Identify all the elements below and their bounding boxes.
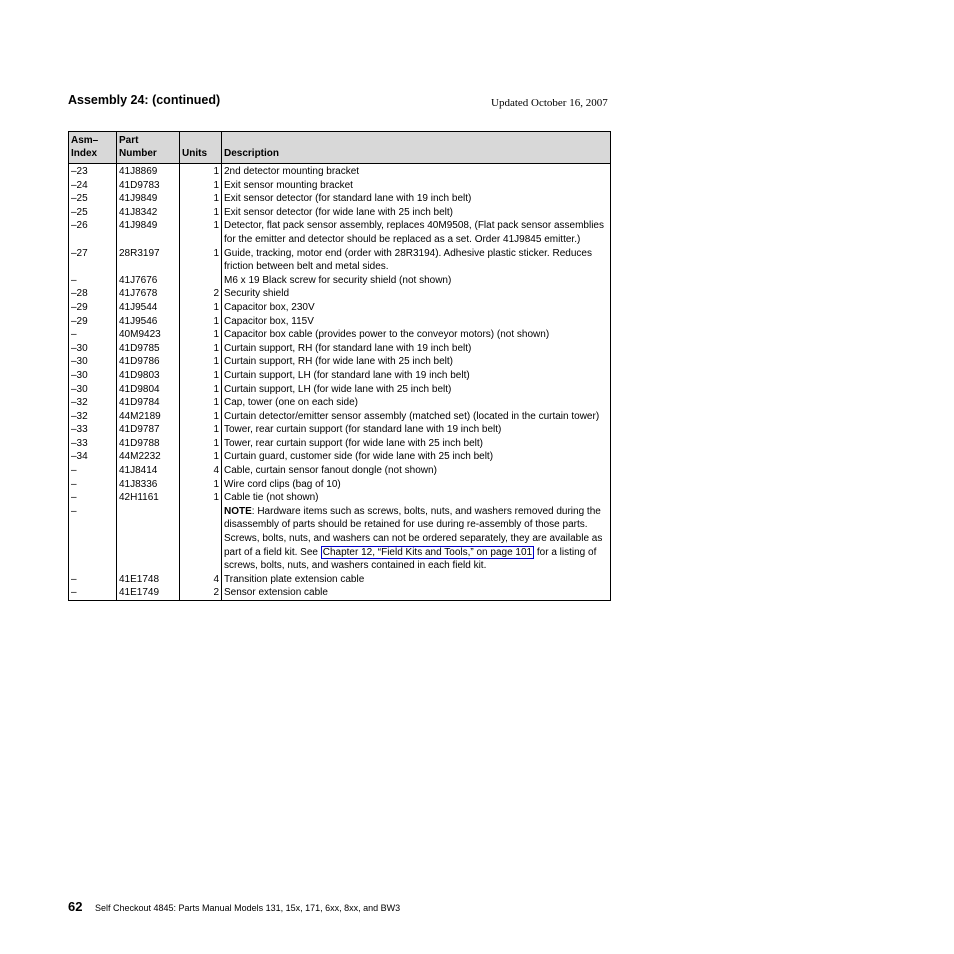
description-cell: Sensor extension cable [222,586,611,600]
asm-index-cell: –32 [69,410,117,424]
units-cell: 1 [180,179,222,193]
units-cell: 4 [180,573,222,587]
note-text-continued: for a listing of screws, bolts, nuts, and washers contained in each field kit. [224,546,597,572]
table-row [69,396,611,410]
table-row [69,274,611,288]
units-cell [180,274,222,288]
asm-index-cell: –30 [69,369,117,383]
table-row [69,586,611,600]
asm-index-cell: –25 [69,206,117,220]
updated-date: Updated October 16, 2007 [491,97,608,109]
note-label: NOTE [224,505,252,517]
asm-index-cell: – [69,573,117,587]
part-number-cell: 41J7676 [117,274,180,288]
units-cell: 2 [180,287,222,301]
section-heading: Assembly 24: (continued) [68,93,221,107]
units-cell: 1 [180,369,222,383]
description-cell: M6 x 19 Black screw for security shield (not shown) [222,274,611,288]
col-asm-index: Asm– Index [69,132,117,164]
description-cell: 2nd detector mounting bracket [222,164,611,179]
units-cell: 1 [180,328,222,342]
table-row [69,383,611,397]
units-cell: 1 [180,396,222,410]
part-number-cell: 41J9546 [117,315,180,329]
part-number-cell: 41J8336 [117,478,180,492]
table-header-row [69,132,611,164]
table-row [69,315,611,329]
units-cell: 1 [180,342,222,356]
page-number: 62 [68,899,83,914]
table-row [69,247,611,274]
units-cell: 1 [180,491,222,505]
table-row [69,478,611,492]
units-cell: 1 [180,206,222,220]
description-cell: Security shield [222,287,611,301]
units-cell [180,505,222,573]
part-number-cell: 41D9804 [117,383,180,397]
part-number-cell: 41D9788 [117,437,180,451]
parts-table [68,131,611,601]
footer-title: Self Checkout 4845: Parts Manual Models 131, 15x, 171, 6xx, 8xx, and BW3 [95,903,401,913]
units-cell: 1 [180,219,222,246]
description-cell: Curtain support, LH (for standard lane with 19 inch belt) [222,369,611,383]
part-number-cell: 41J8869 [117,164,180,179]
table-row [69,179,611,193]
asm-index-cell: – [69,478,117,492]
part-number-cell: 41D9803 [117,369,180,383]
table-row [69,192,611,206]
units-cell: 1 [180,355,222,369]
asm-index-cell: –30 [69,383,117,397]
table-row [69,301,611,315]
table-row [69,450,611,464]
description-cell: Exit sensor detector (for standard lane with 19 inch belt) [222,192,611,206]
asm-index-cell: –23 [69,164,117,179]
table-row [69,573,611,587]
asm-index-cell: –26 [69,219,117,246]
units-cell: 4 [180,464,222,478]
description-cell: Detector, flat pack sensor assembly, replaces 40M9508, (Flat pack sensor assemblies for the emitter and detector should be replaced as a set. Order 41J9845 emitter.) [222,219,611,246]
asm-index-cell: –29 [69,315,117,329]
units-cell: 1 [180,410,222,424]
description-cell: Curtain guard, customer side (for wide lane with 25 inch belt) [222,450,611,464]
table-row [69,369,611,383]
part-number-cell: 41D9784 [117,396,180,410]
asm-index-cell: – [69,274,117,288]
description-cell: Capacitor box, 230V [222,301,611,315]
asm-index-cell: – [69,464,117,478]
part-number-cell: 41D9785 [117,342,180,356]
description-cell: Guide, tracking, motor end (order with 28R3194). Adhesive plastic sticker. Reduces friction between belt and metal sides. [222,247,611,274]
part-number-cell: 44M2189 [117,410,180,424]
part-number-cell: 44M2232 [117,450,180,464]
description-cell: Transition plate extension cable [222,573,611,587]
table-row [69,287,611,301]
part-number-cell: 41J7678 [117,287,180,301]
asm-index-cell: –33 [69,423,117,437]
units-cell: 2 [180,586,222,600]
table-row [69,328,611,342]
part-number-cell: 41E1748 [117,573,180,587]
description-cell: Curtain support, RH (for standard lane with 19 inch belt) [222,342,611,356]
description-cell: Cable tie (not shown) [222,491,611,505]
units-cell: 1 [180,423,222,437]
description-cell: Curtain support, LH (for wide lane with 25 inch belt) [222,383,611,397]
table-row [69,464,611,478]
part-number-cell: 41J9849 [117,192,180,206]
description-cell: Curtain support, RH (for wide lane with 25 inch belt) [222,355,611,369]
part-number-cell: 41J8414 [117,464,180,478]
units-cell: 1 [180,450,222,464]
note-text: : Hardware items such as screws, bolts, nuts, and washers removed during the disassembly of parts should be retained for use during re-assembly of those parts. Screws, bolts, nuts, and washers can not be ordered separately, they are available as part of a field kit. See [224,505,603,558]
asm-index-cell: –25 [69,192,117,206]
units-cell: 1 [180,247,222,274]
description-cell: Wire cord clips (bag of 10) [222,478,611,492]
table-row [69,437,611,451]
asm-index-cell: –24 [69,179,117,193]
col-description: Description [222,132,611,164]
units-cell: 1 [180,164,222,179]
units-cell: 1 [180,192,222,206]
asm-index-cell: – [69,505,117,573]
description-cell: Capacitor box, 115V [222,315,611,329]
part-number-cell: 40M9423 [117,328,180,342]
table-row-note [69,505,611,573]
units-cell: 1 [180,315,222,329]
table-row [69,342,611,356]
asm-index-cell: – [69,491,117,505]
description-cell: Exit sensor detector (for wide lane with 25 inch belt) [222,206,611,220]
part-number-cell: 41E1749 [117,586,180,600]
table-body [69,164,611,601]
table-row [69,423,611,437]
col-part-number: Part Number [117,132,180,164]
asm-index-cell: – [69,586,117,600]
col-units: Units [180,132,222,164]
description-cell: Cable, curtain sensor fanout dongle (not shown) [222,464,611,478]
asm-index-cell: –28 [69,287,117,301]
asm-index-cell: –33 [69,437,117,451]
asm-index-cell: –30 [69,355,117,369]
description-cell: Curtain detector/emitter sensor assembly (matched set) (located in the curtain tower) [222,410,611,424]
table-row [69,355,611,369]
field-kits-chapter-link[interactable]: Chapter 12, “Field Kits and Tools,” on page 101 [322,546,533,558]
table-row [69,410,611,424]
part-number-cell: 41J8342 [117,206,180,220]
units-cell: 1 [180,478,222,492]
part-number-cell: 42H1161 [117,491,180,505]
note-cell [222,505,611,573]
units-cell: 1 [180,437,222,451]
table-row [69,164,611,179]
part-number-cell: 41D9786 [117,355,180,369]
part-number-cell: 41D9783 [117,179,180,193]
asm-index-cell: –27 [69,247,117,274]
description-cell: Cap, tower (one on each side) [222,396,611,410]
asm-index-cell: –30 [69,342,117,356]
part-number-cell: 41J9544 [117,301,180,315]
table-row [69,491,611,505]
description-cell: Capacitor box cable (provides power to the conveyor motors) (not shown) [222,328,611,342]
description-cell: Tower, rear curtain support (for wide lane with 25 inch belt) [222,437,611,451]
units-cell: 1 [180,383,222,397]
description-cell: Exit sensor mounting bracket [222,179,611,193]
asm-index-cell: –34 [69,450,117,464]
part-number-cell: 28R3197 [117,247,180,274]
asm-index-cell: – [69,328,117,342]
units-cell: 1 [180,301,222,315]
table-row [69,219,611,246]
asm-index-cell: –32 [69,396,117,410]
part-number-cell: 41J9849 [117,219,180,246]
part-number-cell [117,505,180,573]
description-cell: Tower, rear curtain support (for standard lane with 19 inch belt) [222,423,611,437]
asm-index-cell: –29 [69,301,117,315]
table-row [69,206,611,220]
part-number-cell: 41D9787 [117,423,180,437]
